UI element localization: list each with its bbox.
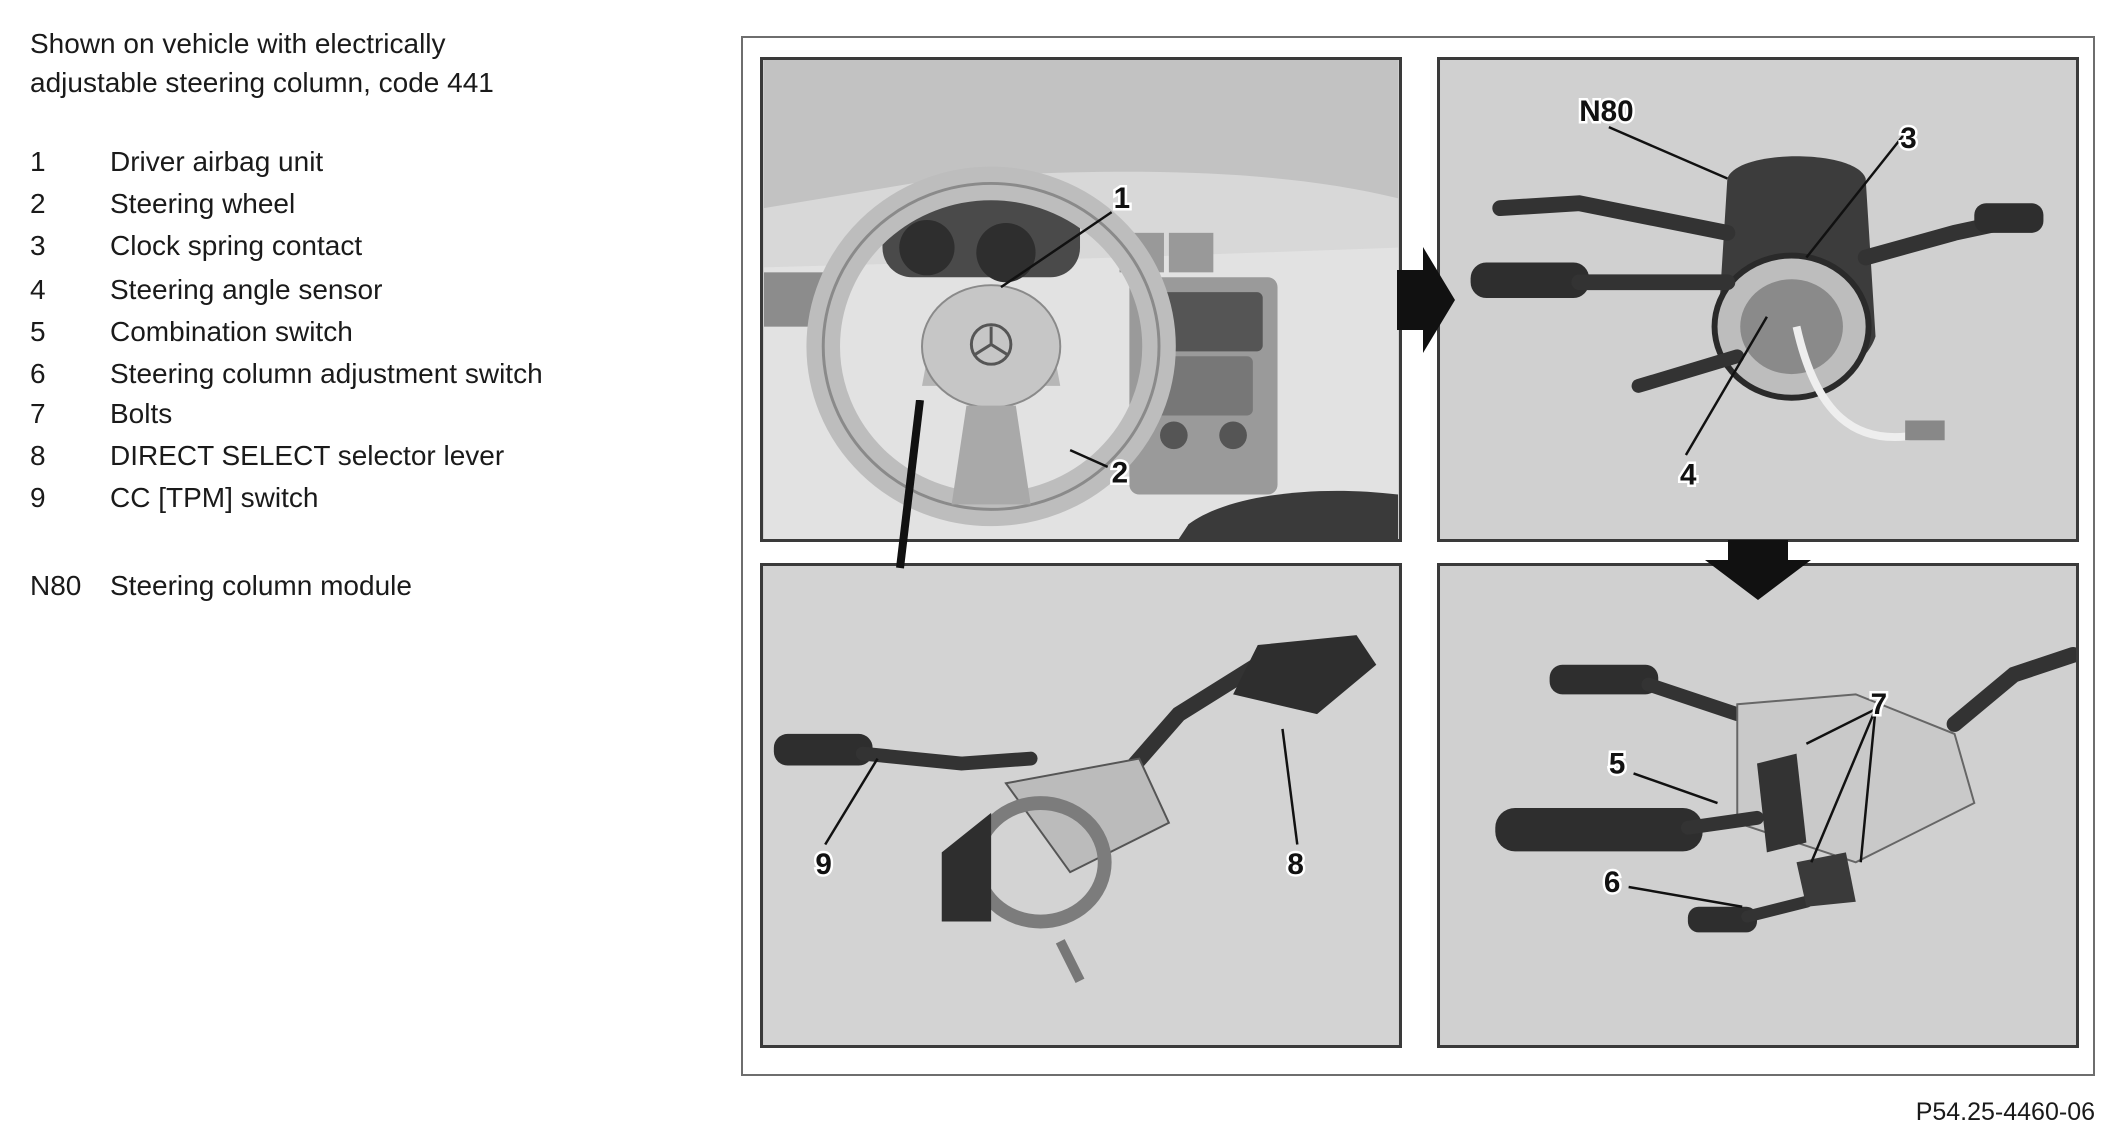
- legend-number: 3: [30, 230, 46, 261]
- legend-label: DIRECT SELECT selector lever: [110, 440, 505, 471]
- legend-label: Combination switch: [110, 316, 353, 347]
- legend-label: Steering column adjustment switch: [110, 358, 543, 389]
- legend-number: 9: [30, 482, 46, 513]
- legend-number: 1: [30, 146, 46, 177]
- callout-3: 3: [1900, 121, 1917, 155]
- panel-dashboard: [760, 57, 1402, 542]
- figure-reference: P54.25-4460-06: [1915, 1098, 2095, 1126]
- legend-label: Clock spring contact: [110, 230, 363, 261]
- callout-6: 6: [1603, 865, 1621, 899]
- callout-7: 7: [1870, 688, 1888, 722]
- callout-N80: N80: [1579, 95, 1634, 129]
- callout-9: 9: [815, 848, 832, 882]
- legend-label: Steering angle sensor: [110, 274, 383, 305]
- callout-2: 2: [1111, 456, 1129, 490]
- panel-combination-switch: [1437, 563, 2079, 1048]
- dashboard-illustration: [763, 60, 1399, 539]
- legend-label: Driver airbag unit: [110, 146, 324, 177]
- leader-line-panel1-to-panel3: [880, 400, 940, 580]
- legend-number: N80: [30, 570, 82, 601]
- legend-label: CC [TPM] switch: [110, 482, 319, 513]
- legend-number: 2: [30, 188, 46, 219]
- callout-8: 8: [1287, 848, 1304, 882]
- panel-steering-column-module: [1437, 57, 2079, 542]
- callout-4: 4: [1679, 458, 1697, 492]
- legend-label: Steering column module: [110, 570, 412, 601]
- legend-label: Steering wheel: [110, 188, 296, 219]
- legend-number: 6: [30, 358, 46, 389]
- legend-number: 5: [30, 316, 46, 347]
- callout-5: 5: [1608, 747, 1626, 781]
- arrow-down-icon: [1703, 540, 1813, 602]
- combination-switch-illustration: [1440, 566, 2076, 1045]
- arrow-right-icon: [1395, 245, 1457, 355]
- steering-column-module-illustration: [1440, 60, 2076, 539]
- intro-line-1: Shown on vehicle with electrically: [30, 28, 446, 59]
- selector-lever-illustration: [763, 566, 1399, 1045]
- legend-number: 4: [30, 274, 46, 305]
- legend-number: 8: [30, 440, 46, 471]
- intro-text: [30, 24, 494, 102]
- intro-line-2: adjustable steering column, code 441: [30, 67, 494, 98]
- panel-selector-lever: [760, 563, 1402, 1048]
- legend-number: 7: [30, 398, 46, 429]
- legend-label: Bolts: [110, 398, 173, 429]
- callout-1: 1: [1113, 182, 1131, 216]
